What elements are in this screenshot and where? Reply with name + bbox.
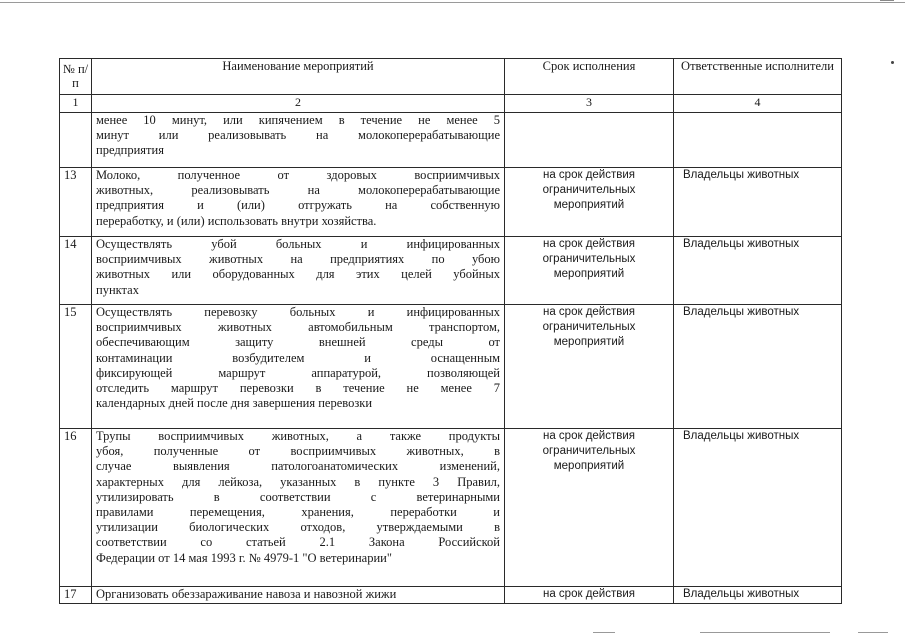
column-number: 1	[60, 95, 92, 113]
measure-text-line: календарных дней после дня завершения перевозки	[96, 396, 373, 411]
measure-description	[92, 113, 505, 168]
table-row	[60, 305, 842, 429]
term-cell	[505, 587, 674, 604]
term-text-line: на срок действия	[542, 169, 636, 181]
term-text-line: на срок действия	[542, 430, 636, 442]
measure-text-line: Осуществлять убой больных и инфицированных	[96, 237, 500, 251]
measure-text-line: утилизировать в соответствии с ветеринарными	[96, 489, 500, 504]
responsible-cell: Владельцы животных	[674, 429, 842, 587]
measure-text-line: обеспечивающим защиту внешней среды от	[96, 335, 500, 350]
scan-dash-mark	[858, 632, 888, 633]
table-row	[60, 113, 842, 168]
row-number: 16	[60, 429, 92, 587]
measure-text-line: переработку, и (или) использовать внутри хозяйства.	[96, 213, 377, 228]
responsible-cell: Владельцы животных	[674, 587, 842, 604]
scan-edge-line	[0, 2, 905, 3]
scan-dash-mark	[700, 632, 830, 633]
measure-text-line: восприимчивых животных автомобильным транспортом,	[96, 320, 500, 335]
table-row	[60, 237, 842, 305]
responsible-cell: Владельцы животных	[674, 237, 842, 305]
term-cell	[505, 305, 674, 429]
row-number	[60, 113, 92, 168]
term-cell	[505, 168, 674, 237]
column-number: 4	[674, 95, 842, 113]
term-text-line: ограничительных	[542, 184, 636, 197]
term-text-line: мероприятий	[553, 268, 625, 281]
table-row	[60, 587, 842, 604]
table-row	[60, 168, 842, 237]
row-number: 17	[60, 587, 92, 604]
measure-text-line: отследить маршрут перевозки в течение не менее 7	[96, 380, 500, 395]
responsible-cell: Владельцы животных	[674, 305, 842, 429]
measure-text-line: фиксирующей маршрут аппаратурой, позволяющей	[96, 365, 500, 380]
measure-description	[92, 587, 505, 604]
term-text-line: на срок действия	[542, 238, 636, 250]
header-responsible: Ответственные исполнители	[674, 59, 842, 95]
term-cell	[505, 113, 674, 168]
measure-text-line: минут или реализовывать на молокоперерабатывающие	[96, 128, 500, 143]
measure-text-line: случае выявления патологоанатомических изменений,	[96, 459, 500, 474]
measure-text-line: Организовать обеззараживание навоза и навозной жижи	[96, 587, 397, 601]
row-number: 15	[60, 305, 92, 429]
term-text-line: ограничительных	[542, 253, 636, 266]
table-row	[60, 429, 842, 587]
measure-text-line: убоя, полученные от восприимчивых животных, в	[96, 444, 500, 459]
measure-description	[92, 237, 505, 305]
measure-text-line: контаминации возбудителем и оснащенным	[96, 350, 500, 365]
term-text-line: мероприятий	[553, 199, 625, 212]
term-cell	[505, 237, 674, 305]
term-text-line: мероприятий	[553, 460, 625, 473]
measure-description	[92, 429, 505, 587]
header-measure-name: Наименование мероприятий	[92, 59, 505, 95]
term-cell	[505, 429, 674, 587]
responsible-cell	[674, 113, 842, 168]
header-number: № п/п	[60, 59, 92, 95]
scan-corner-mark	[880, 0, 894, 8]
column-number: 3	[505, 95, 674, 113]
measure-text-line: менее 10 минут, или кипячением в течение не менее 5	[96, 113, 500, 127]
measure-text-line: Осуществлять перевозку больных и инфицированных	[96, 305, 500, 319]
measure-text-line: предприятия и (или) отгружать на собственную	[96, 198, 500, 213]
header-term: Срок исполнения	[505, 59, 674, 95]
measure-description	[92, 168, 505, 237]
column-number-row	[60, 95, 842, 113]
measure-text-line: характерных для лейкоза, указанных в пункте 3 Правил,	[96, 474, 500, 489]
responsible-cell: Владельцы животных	[674, 168, 842, 237]
row-number: 14	[60, 237, 92, 305]
measure-text-line: утилизации биологических отходов, утверждаемыми в	[96, 520, 500, 535]
term-text-line: на срок действия	[542, 306, 636, 318]
measure-text-line: восприимчивых животных на предприятиях по убою	[96, 252, 500, 267]
measure-description	[92, 305, 505, 429]
measure-text-line: предприятия	[96, 143, 164, 158]
measure-text-line: животных, реализовывать на молокоперерабатывающие	[96, 183, 500, 198]
term-text-line: на срок действия	[542, 588, 636, 600]
term-text-line: ограничительных	[542, 445, 636, 458]
scan-dash-mark	[593, 632, 615, 633]
scan-dot-mark	[891, 61, 894, 64]
row-number: 13	[60, 168, 92, 237]
measure-text-line: Федерации от 14 мая 1993 г. № 4979-1 "О ветеринарии"	[96, 550, 392, 565]
term-text-line: ограничительных	[542, 321, 636, 334]
measure-text-line: животных или оборудованных для этих целей убойных	[96, 267, 500, 282]
measure-text-line: пунктах	[96, 282, 139, 297]
term-text-line: мероприятий	[553, 336, 625, 349]
measure-text-line: Молоко, полученное от здоровых восприимчивых	[96, 168, 500, 182]
measures-table	[59, 58, 842, 604]
measure-text-line: правилами перемещения, хранения, переработки и	[96, 504, 500, 519]
measure-text-line: Трупы восприимчивых животных, а также продукты	[96, 429, 500, 443]
measure-text-line: соответствии со статьей 2.1 Закона Российской	[96, 535, 500, 550]
column-number: 2	[92, 95, 505, 113]
table-header-row	[60, 59, 842, 95]
